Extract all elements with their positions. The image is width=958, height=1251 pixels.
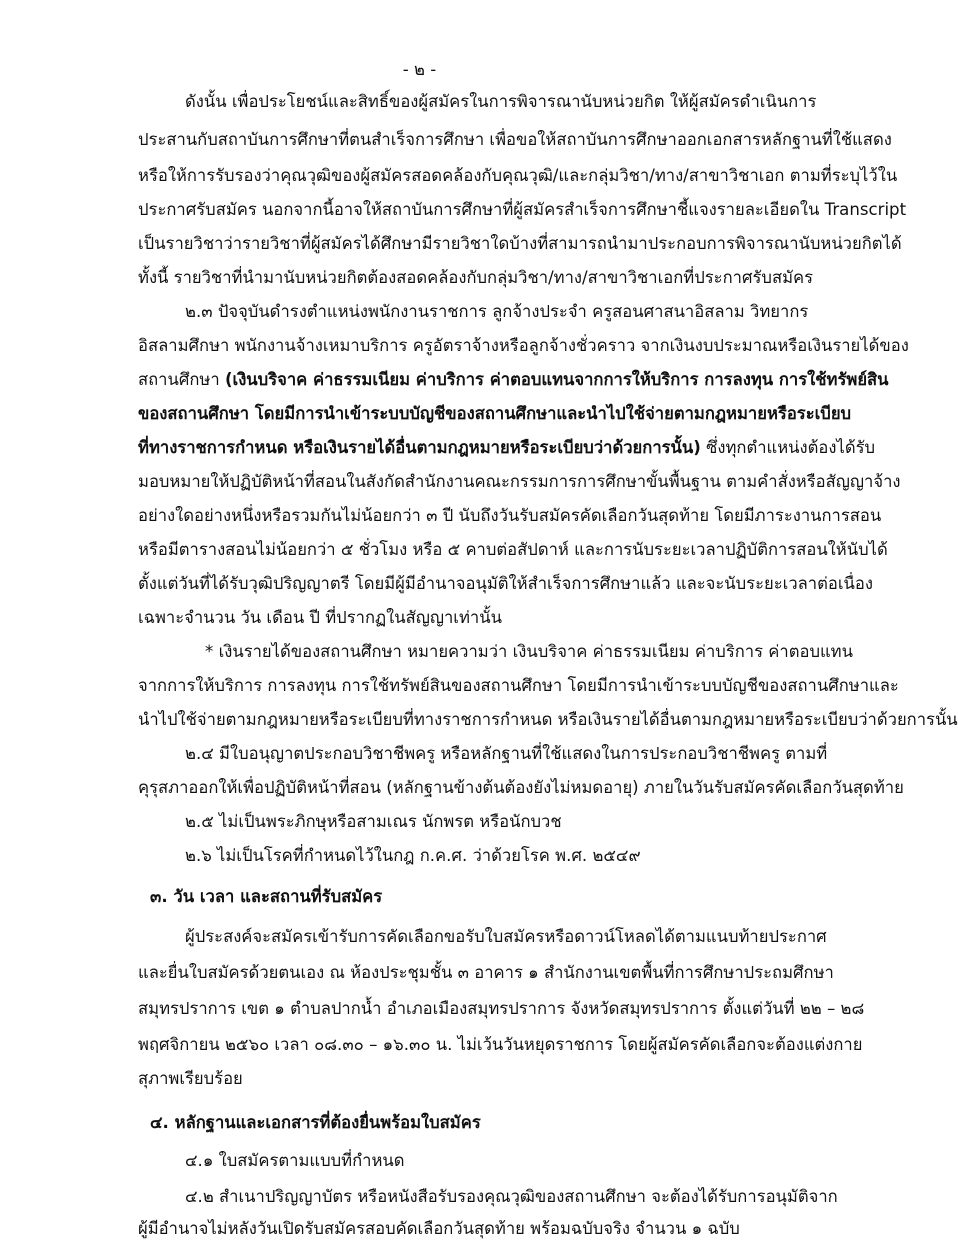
item-2-3-line: หรือมีตารางสอนไม่น้อยกว่า ๕ ชั่วโมง หรือ ๕ คาบต่อสัปดาห์ และการนับระยะเวลาปฏิบัติการสอนให้นับได้ [138,540,888,559]
section-3-line: ผู้ประสงค์จะสมัครเข้ารับการคัดเลือกขอรับใบสมัครหรือดาวน์โหลดได้ตามแนบท้ายประกาศ [185,927,827,946]
page-number: - ๒ - [402,60,437,79]
item-2-5: ๒.๕ ไม่เป็นพระภิกษุหรือสามเณร นักพรต หรือนักบวช [185,812,562,831]
paragraph-line: หรือให้การรับรองว่าคุณวุฒิของผู้สมัครสอดคล้องกับคุณวุฒิ/และกลุ่มวิชา/ทาง/สาขาวิชาเอก ตามที่ระบุไว้ใน [138,166,898,185]
bold-text: (เงินบริจาค ค่าธรรมเนียม ค่าบริการ ค่าตอบแทนจากการให้บริการ การลงทุน การใช้ทรัพย์สิน [224,370,889,389]
paragraph-line: ดังนั้น เพื่อประโยชน์และสิทธิ์ของผู้สมัครในการพิจารณานับหน่วยกิต ให้ผู้สมัครดำเนินการ [185,92,817,111]
item-2-3-line: ตั้งแต่วันที่ได้รับวุฒิปริญญาตรี โดยมีผู้มีอำนาจอนุมัติให้สำเร็จการศึกษาแล้ว และจะนับระยะเวลาต่อเนื่อง [138,574,873,593]
section-3-line: สุภาพเรียบร้อย [138,1069,243,1088]
paragraph-line: ประกาศรับสมัคร นอกจากนี้อาจให้สถาบันการศึกษาที่ผู้สมัครสำเร็จการศึกษาชี้แจงรายละเอียดใน Transcript [138,200,907,219]
item-2-4-line: ๒.๔ มีใบอนุญาตประกอบวิชาชีพครู หรือหลักฐานที่ใช้แสดงในการประกอบวิชาชีพครู ตามที่ [185,744,828,763]
paragraph-line: เป็นรายวิชาว่ารายวิชาที่ผู้สมัครได้ศึกษามีรายวิชาใดบ้างที่สามารถนำมาประกอบการพิจารณานับหน่วยกิตได้ [138,234,902,253]
paragraph-line: ทั้งนี้ รายวิชาที่นำมานับหน่วยกิตต้องสอดคล้องกับกลุ่มวิชา/ทาง/สาขาวิชาเอกที่ประกาศรับสมัคร [138,268,814,287]
note-line: จากการให้บริการ การลงทุน การใช้ทรัพย์สินของสถานศึกษา โดยมีการนำเข้าระบบบัญชีของสถานศึกษาและ [138,676,899,695]
item-2-3-line: ๒.๓ ปัจจุบันดำรงตำแหน่งพนักงานราชการ ลูกจ้างประจำ ครูสอนศาสนาอิสลาม วิทยากร [185,302,809,321]
item-2-4-line: คุรุสภาออกให้เพื่อปฏิบัติหน้าที่สอน (หลักฐานข้างต้นต้องยังไม่หมดอายุ) ภายในวันรับสมัครคัดเลือกวันสุดท้าย [138,778,904,797]
item-2-3-line: อิสลามศึกษา พนักงานจ้างเหมาบริการ ครูอัตราจ้างหรือลูกจ้างชั่วคราว จากเงินงบประมาณหรือเงินรายได้ของ [138,336,909,355]
plain-text: สถานศึกษา [138,370,225,389]
section-4-heading: ๔. หลักฐานและเอกสารที่ต้องยื่นพร้อมใบสมัคร [150,1113,481,1132]
bold-text: ที่ทางราชการกำหนด หรือเงินรายได้อื่นตามกฎหมายหรือระเบียบว่าด้วยการนั้น) [138,438,701,457]
item-2-3-line: อย่างใดอย่างหนึ่งหรือรวมกันไม่น้อยกว่า ๓ ปี นับถึงวันรับสมัครคัดเลือกวันสุดท้าย โดยมีภาระงานการสอน [138,506,882,525]
section-3-line: สมุทรปราการ เขต ๑ ตำบลปากน้ำ อำเภอเมืองสมุทรปราการ จังหวัดสมุทรปราการ ตั้งแต่วันที่ ๒๒ – ๒๘ [138,999,865,1018]
item-2-6: ๒.๖ ไม่เป็นโรคที่กำหนดไว้ในกฎ ก.ค.ศ. ว่าด้วยโรค พ.ศ. ๒๕๔๙ [185,846,641,865]
section-3-line: และยื่นใบสมัครด้วยตนเอง ณ ห้องประชุมชั้น ๓ อาคาร ๑ สำนักงานเขตพื้นที่การศึกษาประถมศึกษา [138,963,834,982]
item-4-2-line: ๔.๒ สำเนาปริญญาบัตร หรือหนังสือรับรองคุณวุฒิของสถานศึกษา จะต้องได้รับการอนุมัติจาก [185,1187,838,1206]
item-2-3-line: ของสถานศึกษา โดยมีการนำเข้าระบบบัญชีของสถานศึกษาและนำไปใช้จ่ายตามกฎหมายหรือระเบียบ [138,404,852,423]
note-line: นำไปใช้จ่ายตามกฎหมายหรือระเบียบที่ทางราชการกำหนด หรือเงินรายได้อื่นตามกฎหมายหรือระเบียบว่าด้วยการนั้น [138,710,958,729]
paragraph-line: ประสานกับสถาบันการศึกษาที่ตนสำเร็จการศึกษา เพื่อขอให้สถาบันการศึกษาออกเอกสารหลักฐานที่ใช้แสดง [138,130,892,149]
item-2-3-line [138,365,889,395]
plain-text: ซึ่งทุกตำแหน่งต้องได้รับ [700,438,876,457]
item-2-3-line [138,433,876,463]
item-2-3-line: มอบหมายให้ปฏิบัติหน้าที่สอนในสังกัดสำนักงานคณะกรรมการการศึกษาขั้นพื้นฐาน ตามคำสั่งหรือสัญญาจ้าง [138,472,901,491]
item-2-3-line: เฉพาะจำนวน วัน เดือน ปี ที่ปรากฏในสัญญาเท่านั้น [138,608,502,627]
note-line: * เงินรายได้ของสถานศึกษา หมายความว่า เงินบริจาค ค่าธรรมเนียม ค่าบริการ ค่าตอบแทน [205,642,853,661]
section-3-heading: ๓. วัน เวลา และสถานที่รับสมัคร [150,887,383,906]
section-3-line: พฤศจิกายน ๒๕๖๐ เวลา ๐๘.๓๐ – ๑๖.๓๐ น. ไม่เว้นวันหยุดราชการ โดยผู้สมัครคัดเลือกจะต้องแต่งกาย [138,1035,863,1054]
item-4-2-line: ผู้มีอำนาจไม่หลังวันเปิดรับสมัครสอบคัดเลือกวันสุดท้าย พร้อมฉบับจริง จำนวน ๑ ฉบับ [138,1219,740,1238]
item-4-1: ๔.๑ ใบสมัครตามแบบที่กำหนด [185,1151,405,1170]
